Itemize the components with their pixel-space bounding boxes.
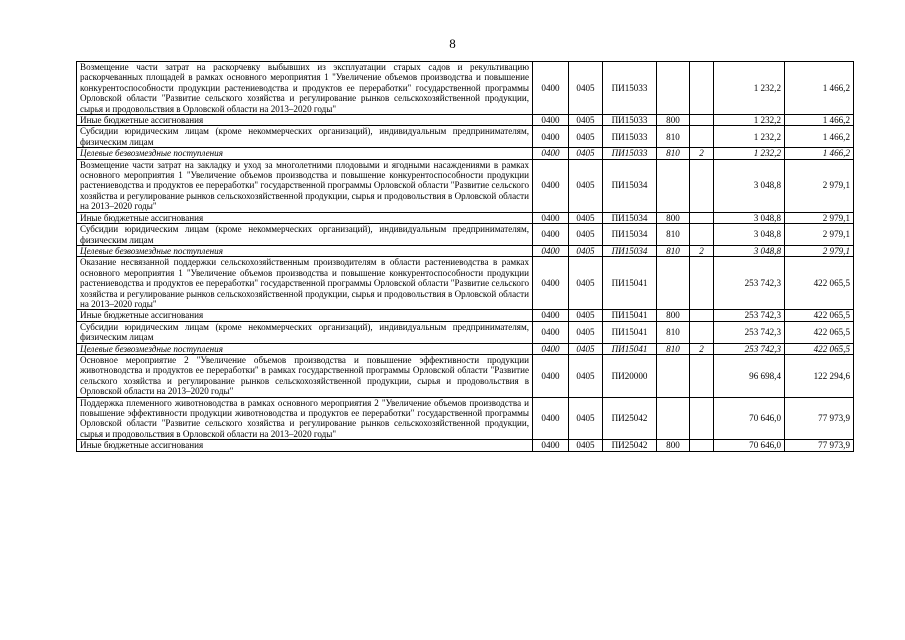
target-article-code: ПИ15041: [603, 310, 657, 321]
amount-year-2: 1 466,2: [785, 148, 854, 159]
amount-year-2: 2 979,1: [785, 159, 854, 212]
amount-year-2: 1 466,2: [785, 62, 854, 115]
table-row: [77, 245, 854, 256]
subsection-code: 0405: [569, 343, 603, 354]
section-code: 0400: [533, 148, 569, 159]
expense-type-code: 800: [657, 212, 690, 223]
subsection-code: 0405: [569, 115, 603, 126]
subsection-code: 0405: [569, 224, 603, 246]
table-row: [77, 440, 854, 451]
target-article-code: ПИ15033: [603, 62, 657, 115]
amount-year-1: 253 742,3: [714, 321, 785, 343]
target-article-code: ПИ15034: [603, 224, 657, 246]
section-code: 0400: [533, 440, 569, 451]
target-article-code: ПИ15033: [603, 126, 657, 148]
row-description: Поддержка племенного животноводства в рамках основного мероприятия 2 "Увеличение объемов производства и повышение эффективности продукции животноводства и продуктов ее переработки" государственной программы Орловской области "Развитие сельского хозяйства и регулирование рынков сельскохозяйственной продукции, сырья и продовольствия в Орловской области на 2013–2020 годы": [77, 397, 533, 440]
amount-year-2: 77 973,9: [785, 397, 854, 440]
subsection-code: 0405: [569, 440, 603, 451]
source-code: [690, 257, 714, 310]
source-code: [690, 115, 714, 126]
section-code: 0400: [533, 245, 569, 256]
source-code: 2: [690, 148, 714, 159]
source-code: [690, 321, 714, 343]
subsection-code: 0405: [569, 257, 603, 310]
expense-type-code: 810: [657, 126, 690, 148]
source-code: [690, 224, 714, 246]
amount-year-1: 96 698,4: [714, 354, 785, 397]
source-code: 2: [690, 343, 714, 354]
expense-type-code: 810: [657, 148, 690, 159]
section-code: 0400: [533, 115, 569, 126]
target-article-code: ПИ15034: [603, 159, 657, 212]
table-row: [77, 354, 854, 397]
row-description: Иные бюджетные ассигнования: [77, 212, 533, 223]
subsection-code: 0405: [569, 212, 603, 223]
source-code: [690, 62, 714, 115]
subsection-code: 0405: [569, 245, 603, 256]
amount-year-2: 422 065,5: [785, 257, 854, 310]
source-code: 2: [690, 245, 714, 256]
table-row: [77, 115, 854, 126]
amount-year-1: 1 232,2: [714, 126, 785, 148]
subsection-code: 0405: [569, 126, 603, 148]
row-description: Иные бюджетные ассигнования: [77, 115, 533, 126]
target-article-code: ПИ15041: [603, 321, 657, 343]
section-code: 0400: [533, 343, 569, 354]
subsection-code: 0405: [569, 159, 603, 212]
target-article-code: ПИ25042: [603, 440, 657, 451]
table-row: [77, 148, 854, 159]
section-code: 0400: [533, 321, 569, 343]
amount-year-2: 2 979,1: [785, 212, 854, 223]
amount-year-2: 77 973,9: [785, 440, 854, 451]
subsection-code: 0405: [569, 148, 603, 159]
table-row: [77, 212, 854, 223]
target-article-code: ПИ15034: [603, 245, 657, 256]
expense-type-code: 800: [657, 310, 690, 321]
expense-type-code: 800: [657, 115, 690, 126]
row-description: Возмещение части затрат на раскорчевку выбывших из эксплуатации старых садов и рекультивацию раскорчеванных площадей в рамках основного мероприятия 1 "Увеличение объемов производства и повышение конкурентоспособности продукции растениеводства и продуктов ее переработки" государственной программы Орловской области "Развитие сельского хозяйства и регулирование рынков сельскохозяйственной продукции, сырья и продовольствия в Орловской области на 2013–2020 годы": [77, 62, 533, 115]
table-row: [77, 257, 854, 310]
subsection-code: 0405: [569, 62, 603, 115]
row-description: Целевые безвозмездные поступления: [77, 148, 533, 159]
amount-year-2: 1 466,2: [785, 126, 854, 148]
section-code: 0400: [533, 62, 569, 115]
amount-year-2: 422 065,5: [785, 321, 854, 343]
source-code: [690, 159, 714, 212]
subsection-code: 0405: [569, 310, 603, 321]
expense-type-code: [657, 159, 690, 212]
row-description: Субсидии юридическим лицам (кроме некоммерческих организаций), индивидуальным предпринимателям, физическим лицам: [77, 321, 533, 343]
row-description: Субсидии юридическим лицам (кроме некоммерческих организаций), индивидуальным предпринимателям, физическим лицам: [77, 126, 533, 148]
source-code: [690, 354, 714, 397]
amount-year-2: 2 979,1: [785, 245, 854, 256]
source-code: [690, 397, 714, 440]
amount-year-1: 253 742,3: [714, 343, 785, 354]
table-row: [77, 321, 854, 343]
expense-type-code: [657, 257, 690, 310]
target-article-code: ПИ20000: [603, 354, 657, 397]
section-code: 0400: [533, 397, 569, 440]
expense-type-code: 810: [657, 245, 690, 256]
amount-year-1: 253 742,3: [714, 310, 785, 321]
table-row: [77, 159, 854, 212]
expense-type-code: 810: [657, 343, 690, 354]
row-description: Целевые безвозмездные поступления: [77, 245, 533, 256]
row-description: Субсидии юридическим лицам (кроме некоммерческих организаций), индивидуальным предпринимателям, физическим лицам: [77, 224, 533, 246]
amount-year-2: 2 979,1: [785, 224, 854, 246]
amount-year-1: 253 742,3: [714, 257, 785, 310]
subsection-code: 0405: [569, 354, 603, 397]
source-code: [690, 310, 714, 321]
row-description: Иные бюджетные ассигнования: [77, 310, 533, 321]
section-code: 0400: [533, 310, 569, 321]
target-article-code: ПИ15041: [603, 343, 657, 354]
row-description: Иные бюджетные ассигнования: [77, 440, 533, 451]
expense-type-code: [657, 354, 690, 397]
row-description: Целевые безвозмездные поступления: [77, 343, 533, 354]
target-article-code: ПИ15033: [603, 148, 657, 159]
table-row: [77, 397, 854, 440]
target-article-code: ПИ15034: [603, 212, 657, 223]
amount-year-2: 422 065,5: [785, 310, 854, 321]
amount-year-2: 422 065,5: [785, 343, 854, 354]
budget-table: [76, 61, 854, 452]
table-row: [77, 224, 854, 246]
target-article-code: ПИ15041: [603, 257, 657, 310]
expense-type-code: [657, 62, 690, 115]
expense-type-code: 800: [657, 440, 690, 451]
subsection-code: 0405: [569, 397, 603, 440]
subsection-code: 0405: [569, 321, 603, 343]
page-number: 8: [449, 36, 456, 51]
source-code: [690, 126, 714, 148]
amount-year-1: 3 048,8: [714, 159, 785, 212]
section-code: 0400: [533, 257, 569, 310]
row-description: Возмещение части затрат на закладку и уход за многолетними плодовыми и ягодными насаждениями в рамках основного мероприятия 1 "Увеличение объемов производства и повышение конкурентоспособности продукции растениеводства и продуктов ее переработки" государственной программы Орловской области "Развитие сельского хозяйства и регулирование рынков сельскохозяйственной продукции, сырья и продовольствия в Орловской области на 2013–2020 годы": [77, 159, 533, 212]
amount-year-1: 70 646,0: [714, 440, 785, 451]
amount-year-1: 70 646,0: [714, 397, 785, 440]
table-row: [77, 62, 854, 115]
expense-type-code: 810: [657, 321, 690, 343]
expense-type-code: [657, 397, 690, 440]
section-code: 0400: [533, 224, 569, 246]
table-row: [77, 343, 854, 354]
amount-year-1: 3 048,8: [714, 245, 785, 256]
budget-table-body: [77, 62, 854, 452]
section-code: 0400: [533, 354, 569, 397]
amount-year-2: 1 466,2: [785, 115, 854, 126]
target-article-code: ПИ15033: [603, 115, 657, 126]
source-code: [690, 212, 714, 223]
expense-type-code: 810: [657, 224, 690, 246]
section-code: 0400: [533, 212, 569, 223]
section-code: 0400: [533, 126, 569, 148]
amount-year-2: 122 294,6: [785, 354, 854, 397]
table-row: [77, 310, 854, 321]
amount-year-1: 3 048,8: [714, 224, 785, 246]
source-code: [690, 440, 714, 451]
table-row: [77, 126, 854, 148]
section-code: 0400: [533, 159, 569, 212]
amount-year-1: 1 232,2: [714, 62, 785, 115]
amount-year-1: 3 048,8: [714, 212, 785, 223]
target-article-code: ПИ25042: [603, 397, 657, 440]
amount-year-1: 1 232,2: [714, 148, 785, 159]
amount-year-1: 1 232,2: [714, 115, 785, 126]
row-description: Основное мероприятие 2 "Увеличение объемов производства и повышение эффективности продукции животноводства и продуктов ее переработки" в рамках государственной программы Орловской области "Развитие сельского хозяйства и регулирование рынков сельскохозяйственной продукции, сырья и продовольствия в Орловской области на 2013–2020 годы": [77, 354, 533, 397]
row-description: Оказание несвязанной поддержки сельскохозяйственным производителям в области растениеводства в рамках основного мероприятия 1 "Увеличение объемов производства и повышение конкурентоспособности продукции растениеводства и продуктов ее переработки" государственной программы Орловской области "Развитие сельского хозяйства и регулирование рынков сельскохозяйственной продукции, сырья и продовольствия в Орловской области на 2013–2020 годы": [77, 257, 533, 310]
